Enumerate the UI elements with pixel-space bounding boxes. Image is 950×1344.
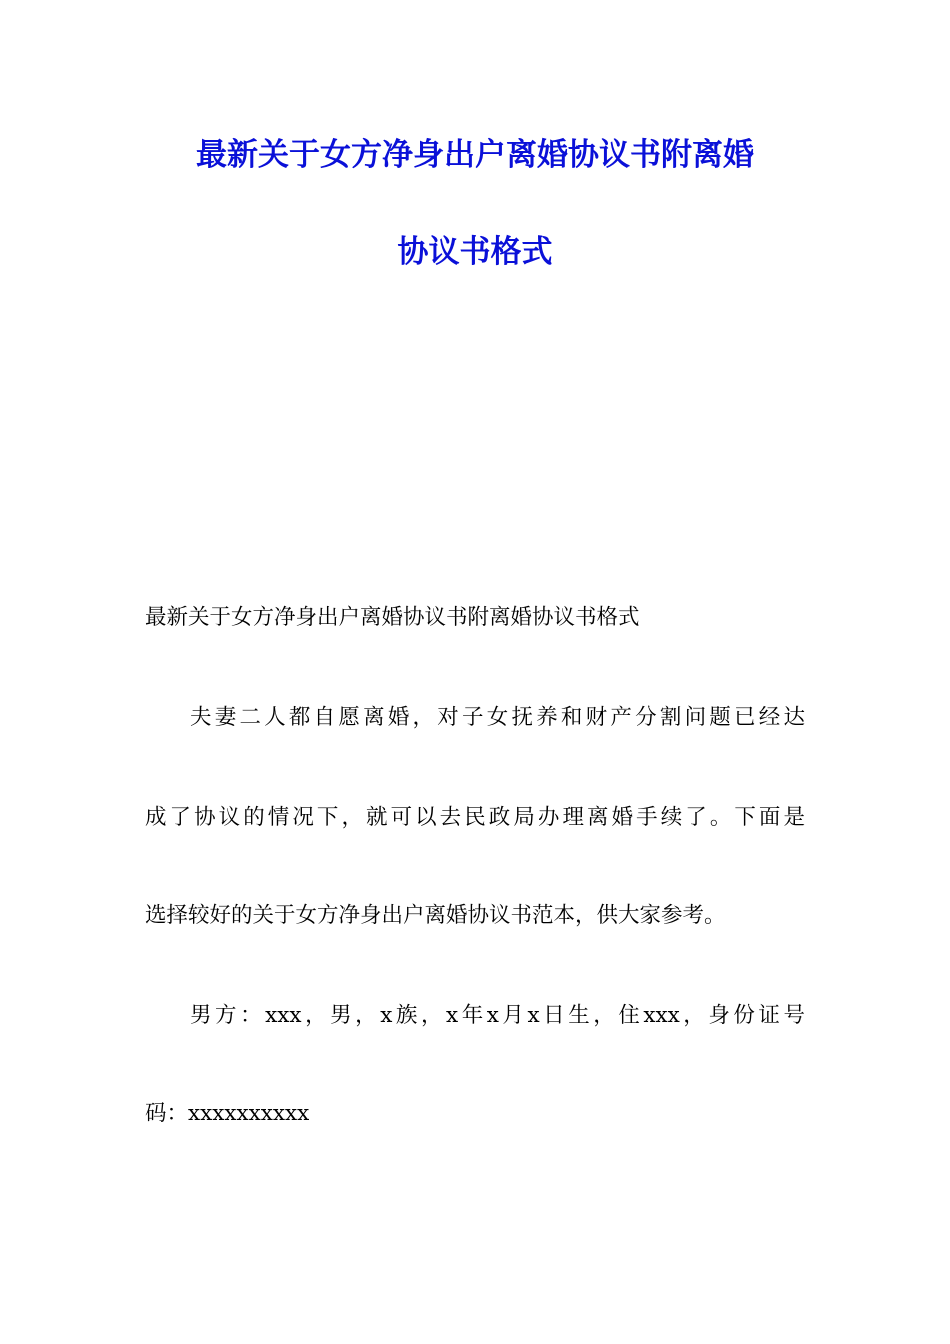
paragraph-1-line-2: 成了协议的情况下，就可以去民政局办理离婚手续了。下面是 (145, 805, 805, 830)
paragraph-2-line-1: 男方：xxx，男，x族，x年x月x日生，住xxx，身份证号 (190, 1003, 805, 1028)
document-title-line-2: 协议书格式 (397, 234, 553, 270)
document-title-line-1: 最新关于女方净身出户离婚协议书附离婚 (196, 137, 754, 173)
paragraph-1-line-1: 夫妻二人都自愿离婚，对子女抚养和财产分割问题已经达 (190, 705, 805, 730)
document-subtitle: 最新关于女方净身出户离婚协议书附离婚协议书格式 (145, 605, 640, 630)
paragraph-2-line-2: 码：xxxxxxxxxx (145, 1101, 310, 1126)
paragraph-1-line-3: 选择较好的关于女方净身出户离婚协议书范本，供大家参考。 (145, 903, 726, 928)
